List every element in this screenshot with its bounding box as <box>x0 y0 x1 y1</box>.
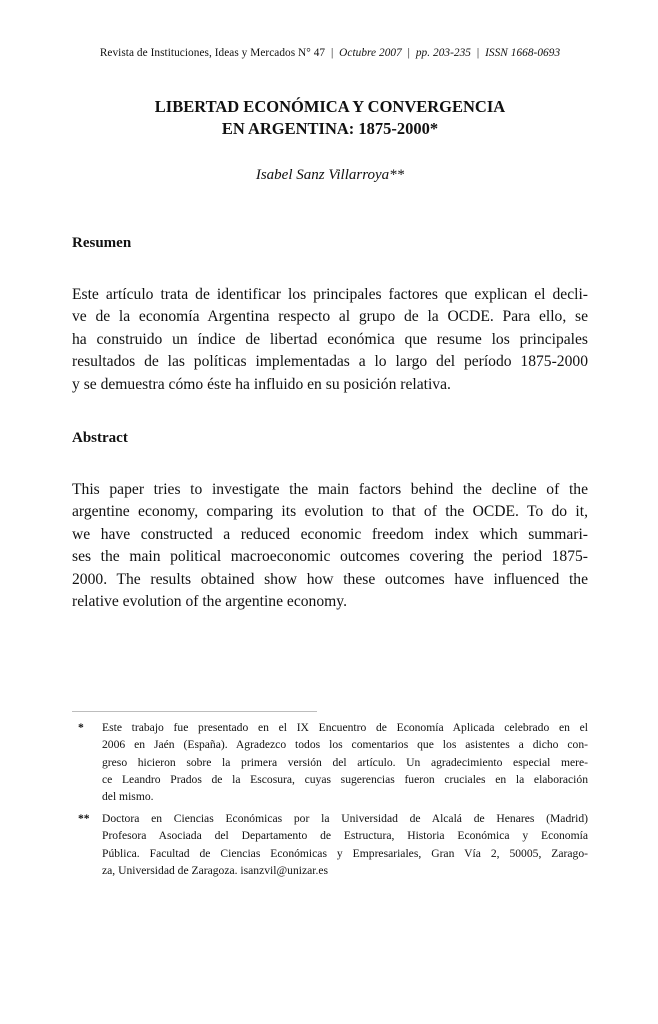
header-separator: | <box>407 47 410 59</box>
footnote-line: Profesora Asociada del Departamento de Estructura, Historia Económica y Economía <box>102 829 588 843</box>
journal-name: Revista de Instituciones, Ideas y Mercados N° 47 <box>99 47 326 59</box>
abstract-line: relative evolution of the argentine economy. <box>72 593 347 611</box>
resumen-line: resultados de las políticas implementadas a lo largo del período 1875-2000 <box>72 353 588 371</box>
resumen-line: ve de la economía Argentina respecto al grupo de la OCDE. Para ello, se <box>72 308 588 326</box>
header-separator: | <box>476 47 480 59</box>
abstract-paragraph <box>72 479 588 613</box>
header-separator: | <box>330 47 334 59</box>
issn: ISSN 1668-0693 <box>485 47 561 59</box>
footnote-2 <box>72 810 588 879</box>
footnote-line: greso hicieron sobre la primera versión del artículo. Un agradecimiento especial mere- <box>102 755 588 769</box>
title-line-2: EN ARGENTINA: 1875-2000* <box>221 119 439 138</box>
footnote-divider <box>72 711 317 712</box>
footnote-1 <box>72 719 588 805</box>
footnote-line: del mismo. <box>102 790 154 804</box>
footnote-mark: * <box>78 721 84 734</box>
resumen-line: ha construido un índice de libertad económica que resume los principales <box>72 330 588 348</box>
abstract-line: argentine economy, comparing its evolution to that of the OCDE. To do it, <box>72 503 588 521</box>
abstract-line: This paper tries to investigate the main factors behind the decline of the <box>72 481 588 498</box>
resumen-line: Este artículo trata de identificar los principales factores que explican el decli- <box>72 286 588 303</box>
article-title <box>72 96 588 140</box>
title-line-1: LIBERTAD ECONÓMICA Y CONVERGENCIA <box>154 97 506 116</box>
abstract-line: we have constructed a reduced economic freedom index which summari- <box>72 525 588 543</box>
footnote-line: 2006 en Jaén (España). Agradezco todos los comentarios que los asistentes a dicho con- <box>102 738 588 752</box>
footnote-line: Pública. Facultad de Ciencias Económicas y Empresariales, Gran Vía 2, 50005, Zarago- <box>102 846 588 860</box>
abstract-line: ses the main political macroeconomic outcomes covering the period 1875- <box>72 548 588 566</box>
footnote-mark: ** <box>78 812 90 825</box>
footnote-line: Doctora en Ciencias Económicas por la Universidad de Alcalá de Henares (Madrid) <box>102 812 588 825</box>
running-header <box>72 47 588 59</box>
footnote-line: Este trabajo fue presentado en el IX Encuentro de Economía Aplicada celebrado en el <box>102 721 588 734</box>
resumen-line: y se demuestra cómo éste ha influido en su posición relativa. <box>72 375 451 393</box>
page-range: pp. 203-235 <box>415 47 472 59</box>
footnote-line: za, Universidad de Zaragoza. isanzvil@unizar.es <box>102 863 329 877</box>
author-name: Isabel Sanz Villarroya** <box>255 167 405 183</box>
issue-date: Octubre 2007 <box>339 47 402 59</box>
abstract-line: 2000. The results obtained show how these outcomes have influenced the <box>72 570 588 588</box>
resumen-paragraph <box>72 284 588 396</box>
footnote-line: ce Leandro Prados de la Escosura, cuyas sugerencias fueron cruciales en la elaboración <box>102 772 588 786</box>
resumen-heading: Resumen <box>72 235 132 251</box>
abstract-heading: Abstract <box>72 430 128 446</box>
